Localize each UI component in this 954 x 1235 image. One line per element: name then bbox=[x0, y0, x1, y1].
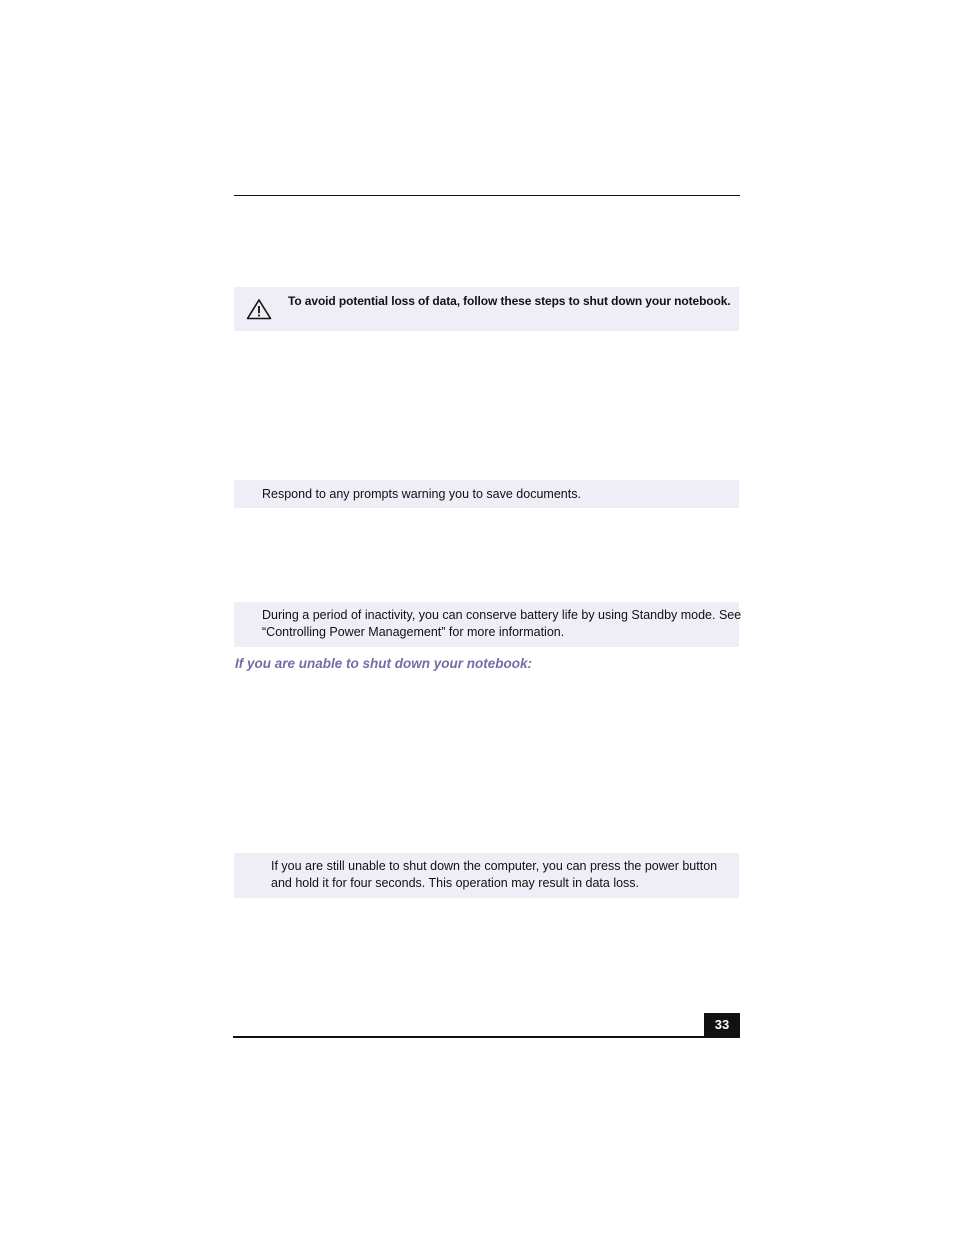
note-line: and hold it for four seconds. This operation may result in data loss. bbox=[271, 876, 640, 890]
note-line: During a period of inactivity, you can conserve battery life by using Standby mode. See bbox=[262, 608, 742, 622]
caution-box bbox=[234, 287, 739, 331]
note-line: “Controlling Power Management” for more information. bbox=[262, 625, 565, 639]
caution-text: To avoid potential loss of data, follow these steps to shut down your notebook. bbox=[288, 294, 731, 308]
warning-triangle-icon bbox=[246, 298, 272, 320]
section-subheading: If you are unable to shut down your notebook: bbox=[235, 656, 532, 671]
note-text bbox=[262, 607, 741, 641]
note-text bbox=[271, 858, 717, 892]
header-rule bbox=[234, 195, 740, 196]
note-line: Respond to any prompts warning you to save documents. bbox=[262, 487, 581, 501]
note-box-standby bbox=[234, 602, 742, 647]
footer-rule bbox=[233, 1036, 740, 1038]
note-box-save-documents bbox=[234, 480, 739, 508]
note-line: If you are still unable to shut down the computer, you can press the power button bbox=[271, 859, 718, 873]
note-box-power-button bbox=[234, 853, 739, 898]
note-text bbox=[262, 486, 581, 503]
page-number: 33 bbox=[704, 1013, 740, 1037]
